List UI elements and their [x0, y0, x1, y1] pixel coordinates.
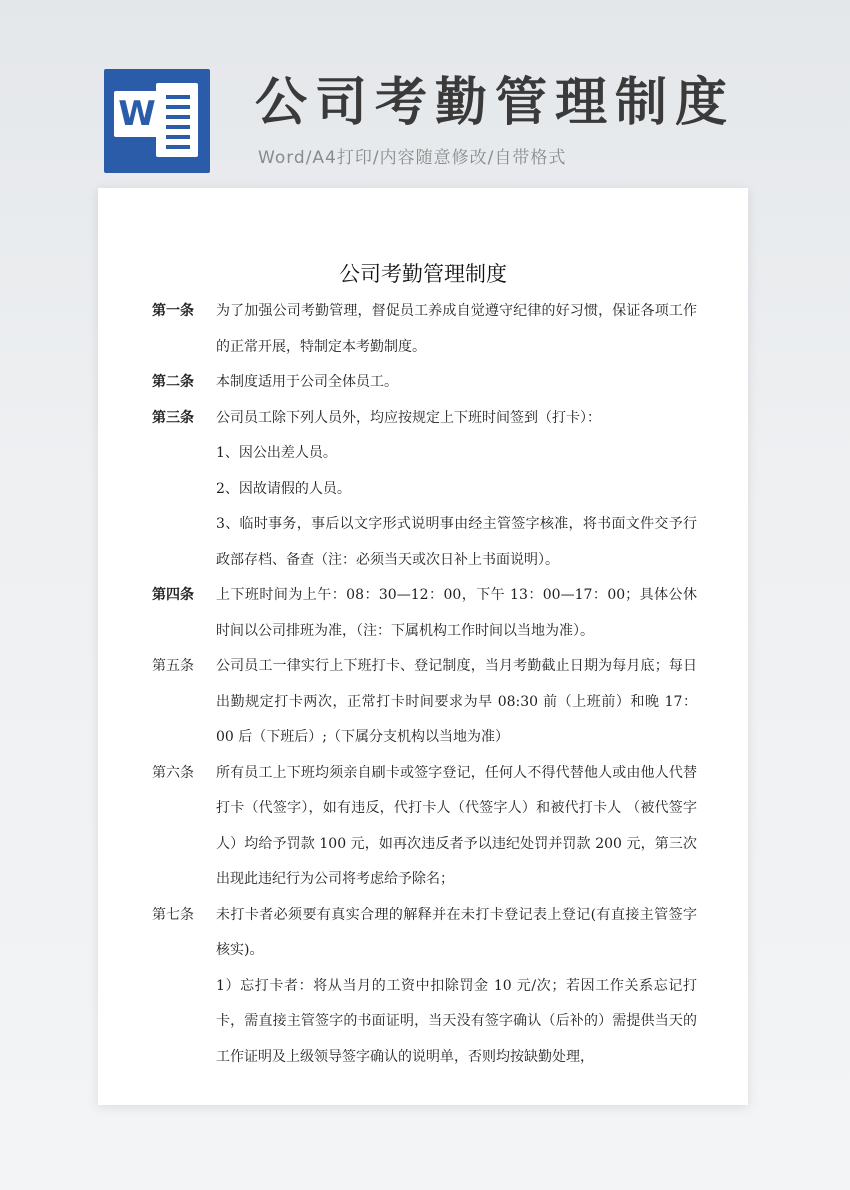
- banner-subtitle: Word/A4打印/内容随意修改/自带格式: [258, 148, 567, 168]
- article-text: 本制度适用于公司全体员工。: [216, 374, 398, 390]
- article-7-item: 1）忘打卡者：将从当月的工资中扣除罚金 10 元/次；若因工作关系忘记打卡，需直接主管签字的书面证明，当天没有签字确认（后补的）需提供当天的工作证明及上级领导签字确认的说明单，否则均按缺勤处理，: [216, 977, 697, 1065]
- article-text: 所有员工上下班均须亲自刷卡或签字登记，任何人不得代替他人或由他人代替打卡（代签字），如有违反，代打卡人（代签字人）和被代打卡人 （被代签字人）均给予罚款 100 元，如再次违反者予以违纪处罚并罚款 200 元，第三次出现此违纪行为公司将考虑给予除名；: [216, 764, 697, 887]
- banner-title: 公司考勤管理制度: [255, 73, 736, 133]
- article-6: [152, 756, 697, 898]
- article-label: 第五条: [152, 658, 194, 674]
- article-text: 为了加强公司考勤管理，督促员工养成自觉遵守纪律的好习惯，保证各项工作的正常开展，特制定本考勤制度。: [216, 303, 697, 355]
- text-line-icon: [166, 95, 190, 99]
- article-3-item: 3、临时事务，事后以文字形式说明事由经主管签字核准，将书面文件交予行政部存档、备查（注：必须当天或次日补上书面说明）。: [216, 516, 697, 568]
- article-7: [152, 898, 697, 969]
- article-text: 上下班时间为上午：08：30—12：00，下午 13：00—17：00；具体公休时间以公司排班为准，（注：下属机构工作时间以当地为准）。: [216, 587, 697, 639]
- document-page: [98, 188, 748, 1105]
- article-3: [152, 401, 697, 437]
- article-label: 第四条: [152, 587, 194, 603]
- article-text: 未打卡者必须要有真实合理的解释并在未打卡登记表上登记(有直接主管签字核实)。: [216, 906, 697, 958]
- article-label: 第七条: [152, 906, 194, 923]
- word-logo-icon: [104, 69, 210, 173]
- article-text: 公司员工除下列人员外，均应按规定上下班时间签到（打卡）：: [216, 409, 601, 426]
- article-3-item: 2、因故请假的人员。: [216, 480, 351, 497]
- word-letter-badge: W: [114, 91, 160, 137]
- text-line-icon: [166, 125, 190, 129]
- document-title: 公司考勤管理制度: [339, 262, 507, 286]
- article-3-item: 1、因公出差人员。: [216, 445, 337, 461]
- article-text: 公司员工一律实行上下班打卡、登记制度，当月考勤截止日期为每月底；每日出勤规定打卡两次，正常打卡时间要求为早 08:30 前（上班前）和晚 17：00 后（下班后）;（下属分支机构以当地为准）: [216, 658, 697, 745]
- article-label: 第二条: [152, 374, 194, 390]
- article-5: [152, 649, 697, 756]
- article-label: 第一条: [152, 303, 194, 319]
- article-1: [152, 294, 697, 365]
- article-4: [152, 578, 697, 649]
- article-2: [152, 365, 697, 401]
- article-label: 第三条: [152, 409, 194, 426]
- article-label: 第六条: [152, 764, 194, 781]
- text-line-icon: [166, 115, 190, 119]
- document-page-icon: [156, 83, 198, 157]
- text-line-icon: [166, 145, 190, 149]
- text-line-icon: [166, 135, 190, 139]
- document-body: [152, 294, 697, 1075]
- text-line-icon: [166, 105, 190, 109]
